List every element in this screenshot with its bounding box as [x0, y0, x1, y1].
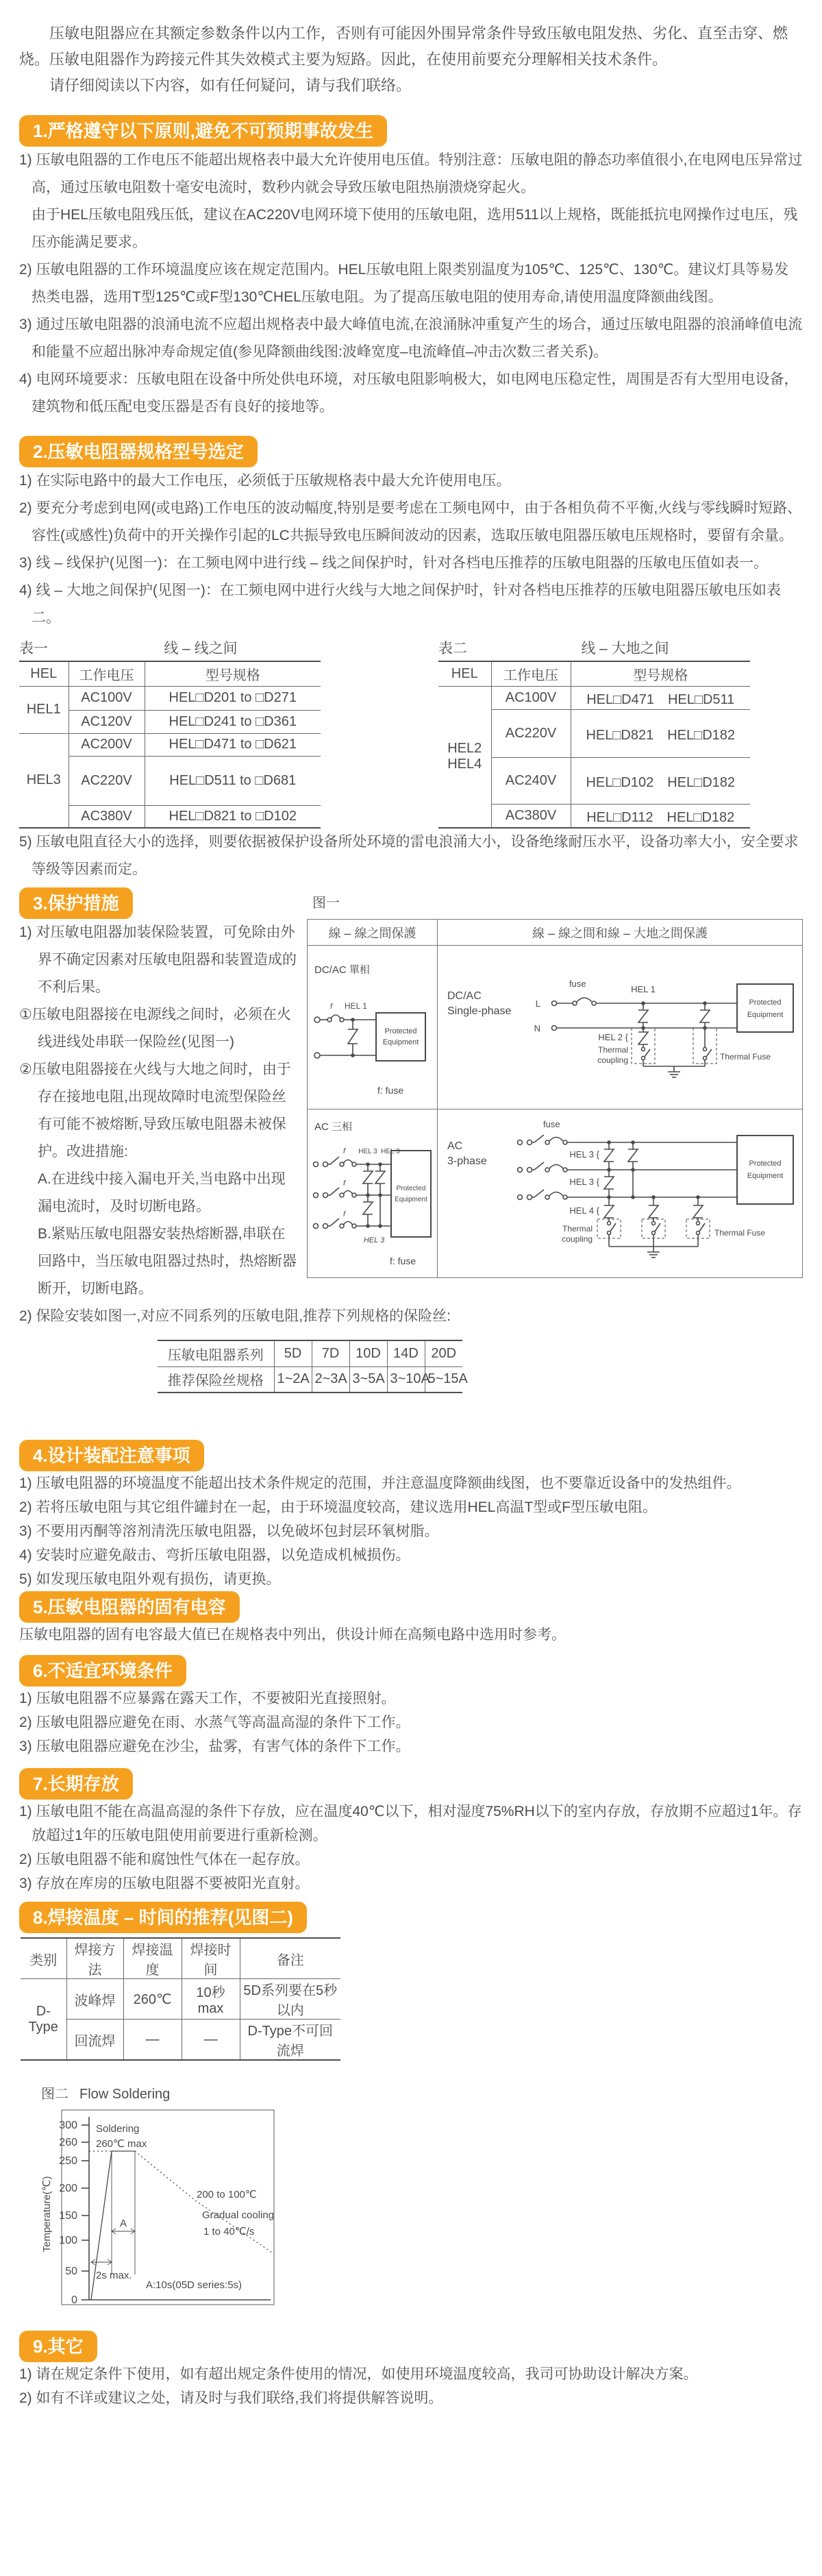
- t1-header-hel: HEL: [19, 661, 68, 686]
- protected-equipment-label: Equipment: [395, 1196, 427, 1203]
- t1-cell: AC100V: [68, 686, 145, 710]
- protected-equipment-label: Equipment: [747, 1172, 784, 1180]
- annotation-cool-rate: 1 to 40℃/s: [203, 2226, 255, 2237]
- s3-item-2: 2) 保险安装如图一,对应不同系列的压敏电阻,推荐下列规格的保险丝:: [19, 1308, 451, 1324]
- tick-label: 50: [65, 2266, 77, 2277]
- s5-text: 压敏电阻器的固有电容最大值已在规格表中列出，供设计师在高频电路中选用时参考。: [19, 1627, 566, 1643]
- solder-h-time: 焊接时间: [182, 1938, 240, 1979]
- s9-item-2: 2) 如有不详或建议之处，请及时与我们联络,我们将提供解答说明。: [19, 2390, 443, 2406]
- figure1-label: 图一: [312, 896, 340, 911]
- protected-equipment-label: Protected: [749, 998, 782, 1007]
- varistor-label: HEL 3: [363, 1236, 385, 1244]
- table-row: [438, 686, 750, 709]
- fuse-series: 14D: [387, 1340, 425, 1366]
- table2-block: [438, 637, 750, 829]
- table-row: [158, 1340, 462, 1366]
- annotation-rise-time: 2s max.: [96, 2270, 132, 2281]
- t2-cell: HEL□D112 HEL□D182: [571, 804, 750, 828]
- circuit-ac3-lineground: [438, 1109, 802, 1278]
- varistor-label: HEL 3 {: [569, 1177, 599, 1187]
- section4-header: 4.设计装配注意事项: [19, 1440, 204, 1471]
- tick-label: 260: [59, 2137, 77, 2148]
- varistor-label: HEL 4 {: [569, 1205, 599, 1216]
- t1-group-hel3: HEL3: [19, 733, 68, 828]
- table-row: [158, 1366, 462, 1393]
- fuse-label: f: [330, 1003, 333, 1011]
- s3-item-1a: ①压敏电阻器接在电源线之间时，必须在火线进线处串联一保险丝(见图一): [19, 1007, 291, 1050]
- fuse-label: fuse: [543, 1119, 560, 1129]
- tick-label: 250: [59, 2155, 77, 2167]
- thermal-coupling-label: Thermal: [562, 1224, 593, 1234]
- t1-cell: AC200V: [68, 733, 145, 756]
- circuit-title: DC/AC: [447, 990, 482, 1002]
- t2-header-hel: HEL: [438, 661, 491, 686]
- figure1-cell-dcac-lineground: [438, 946, 802, 1109]
- fuse-label: f: [343, 1179, 346, 1188]
- t2-header-voltage: 工作电压: [491, 661, 571, 686]
- tick-label: 150: [59, 2210, 77, 2222]
- t1-cell: AC380V: [68, 805, 145, 828]
- s4-item-3: 3) 不要用丙酮等溶剂清洗压敏电阻器，以免破坏包封层环氧树脂。: [19, 1523, 439, 1539]
- protected-equipment-label: Protected: [384, 1027, 417, 1035]
- protected-equipment-label: Equipment: [382, 1038, 419, 1046]
- t2-cell: HEL□D471 HEL□D511: [571, 686, 750, 709]
- figure1-col2-header: 線 – 線之間和線 – 大地之間保護: [438, 920, 802, 946]
- s6-item-2: 2) 压敏电阻器应避免在雨、水蒸气等高温高湿的条件下工作。: [19, 1715, 410, 1730]
- fuse-label: fuse: [569, 979, 586, 989]
- section9-header: 9.其它: [19, 2331, 97, 2362]
- section3-row: [19, 887, 803, 1303]
- s9-item-1: 1) 请在规定条件下使用，如有超出规定条件使用的情况，如使用环境温度较高，我司可协助设计解决方案。: [19, 2366, 698, 2382]
- table-row: [21, 2020, 340, 2061]
- table2-caption: 线 – 大地之间: [581, 641, 669, 657]
- fuse-spec: 1~2A: [274, 1366, 312, 1393]
- protected-equipment-label: Protected: [749, 1160, 782, 1168]
- solder-table: [21, 1937, 340, 2061]
- solder-cat: D-Type: [21, 1979, 66, 2061]
- fuse-series: 5D: [274, 1340, 312, 1366]
- t2-cell: AC380V: [491, 804, 571, 828]
- thermal-fuse-label: Thermal Fuse: [720, 1052, 771, 1062]
- s1-item-4: 4) 电网环境要求：压敏电阻在设备中所处供电环境，对压敏电阻影响极大，如电网电压稳定性，周围是否有大型用电设备，建筑物和低压配电变压器是否有良好的接地等。: [19, 371, 799, 415]
- figure1-cell-dcac-lineline: [308, 946, 438, 1109]
- t2-group-line2: HEL4: [447, 757, 482, 772]
- circuit-title: AC 三相: [314, 1121, 353, 1133]
- protected-equipment-label: Protected: [396, 1185, 426, 1192]
- t2-cell: HEL□D102 HEL□D182: [571, 757, 750, 804]
- s4-item-2: 2) 若将压敏电阻与其它组件罐封在一起，由于环境温度较高，建议选用HEL高温T型或F型压敏电阻。: [19, 1499, 658, 1515]
- table1-block: [19, 637, 321, 829]
- table1-line-line: [19, 661, 321, 829]
- tick-label: 200: [59, 2183, 77, 2194]
- t1-cell: AC120V: [68, 710, 145, 733]
- circuit-title: 3-phase: [447, 1155, 487, 1167]
- table2-line-ground: [438, 661, 750, 829]
- annotation-max-temp: 260℃ max: [96, 2138, 147, 2150]
- circuit-ac3-lineline: [308, 1109, 437, 1278]
- thermal-coupling-label: coupling: [597, 1055, 628, 1065]
- s4-item-5: 5) 如发现压敏电阻外观有损伤，请更换。: [19, 1571, 281, 1587]
- circuit-title: DC/AC 單相: [314, 964, 370, 976]
- varistor-label: HEL 1: [345, 1001, 367, 1011]
- fuse-spec: 2~3A: [312, 1366, 349, 1393]
- varistor-label: HEL 1: [631, 984, 656, 994]
- figure2-label-row: [41, 2084, 803, 2105]
- section1-header: 1.严格遵守以下原则,避免不可预期事故发生: [19, 115, 387, 147]
- t2-cell: AC240V: [491, 757, 571, 804]
- section2-header: 2.压敏电阻器规格型号选定: [19, 436, 258, 467]
- figure1-cell-ac3-lineground: [438, 1109, 802, 1277]
- varistor-label: HEL 3: [358, 1148, 377, 1155]
- fuse-series: 10D: [349, 1340, 387, 1366]
- table-row: [21, 1938, 340, 1979]
- t2-group-hel24: [438, 686, 491, 828]
- t1-header-voltage: 工作电压: [68, 661, 145, 686]
- fuse-row1-label: 压敏电阻器系列: [158, 1340, 274, 1366]
- solder-cell: D-Type不可回流焊: [240, 2020, 340, 2061]
- t1-cell: HEL□D821 to □D102: [145, 805, 321, 828]
- s1-item-3: 3) 通过压敏电阻器的浪涌电流不应超出规格表中最大峰值电流,在浪涌脉冲重复产生的场合，通过压敏电阻器的浪涌峰值电流和能量不应超出脉冲寿命规定值(参见降额曲线图:波峰宽度–电流峰值–冲击次数三者关系)。: [19, 317, 803, 360]
- fuse-series: 7D: [312, 1340, 349, 1366]
- table2-label: 表二: [438, 641, 467, 657]
- s4-item-4: 4) 安装时应避免敲击、弯折压敏电阻器，以免造成机械损伤。: [19, 1547, 410, 1563]
- s1-item-1-sub: 由于HEL压敏电阻残压低，建议在AC220V电网环境下使用的压敏电阻，选用511以上规格，既能抵抗电网操作过电压，残压亦能满足要求。: [32, 207, 798, 250]
- t1-cell: HEL□D511 to □D681: [145, 756, 321, 805]
- varistor-label: HEL 3 {: [569, 1149, 599, 1160]
- solder-cell: —: [182, 2020, 240, 2061]
- fuse-series: 20D: [425, 1340, 462, 1366]
- figure1-cell-ac3-lineline: [308, 1109, 438, 1277]
- table-row: [19, 661, 321, 686]
- annotation-soldering: Soldering: [96, 2123, 140, 2135]
- circuit-dcac-single-lineground: [438, 946, 802, 1109]
- fuse-row2-label: 推荐保险丝规格: [158, 1366, 274, 1393]
- fuse-label: f: [343, 1147, 346, 1155]
- table-row: [21, 1979, 340, 2020]
- s1-item-2: 2) 压敏电阻器的工作环境温度应该在规定范围内。HEL压敏电阻上限类别温度为105℃、125℃、130℃。建议灯具等易发热类电器，选用T型125℃或F型130℃HEL压敏电阻。为了提高压敏电阻的使用寿命,请使用温度降额曲线图。: [19, 262, 789, 305]
- section6-header: 6.不适宜环境条件: [19, 1655, 186, 1686]
- intro-paragraph-1: 压敏电阻器应在其额定参数条件以内工作，否则有可能因外围异常条件导致压敏电阻发热、劣化、直至击穿、燃烧。压敏电阻器作为跨接元件其失效模式主要为短路。因此，在使用前要充分理解相关技术条件。: [19, 25, 788, 68]
- varistor-label: HEL 2 {: [598, 1032, 628, 1042]
- s3-item-1b: ②压敏电阻器接在火线与大地之间时，由于存在接地电阻,出现故障时电流型保险丝有可能不被熔断,导致压敏电阻器未被保护。改进措施:: [19, 1062, 291, 1160]
- tick-label: 100: [59, 2235, 77, 2246]
- s6-item-3: 3) 压敏电阻器应避免在沙尘，盐雾，有害气体的条件下工作。: [19, 1739, 410, 1754]
- annotation-A: A: [119, 2218, 127, 2229]
- s2-item-4: 4) 线 – 大地之间保护(见图一)：在工频电网中进行火线与大地之间保护时，针对各档电压推荐的压敏电阻器压敏电压如表二。: [19, 582, 781, 626]
- t1-group-hel1: HEL1: [19, 686, 68, 733]
- s7-item-1: 1) 压敏电阻不能在高温高湿的条件下存放，应在温度40℃以下，相对湿度75%RH以下的室内存放，存放期不应超过1年。存放超过1年的压敏电阻使用前要进行重新检测。: [19, 1804, 802, 1843]
- figure1: [307, 919, 803, 1278]
- line-N-label: N: [534, 1023, 540, 1033]
- t2-cell: HEL□D821 HEL□D182: [571, 709, 750, 757]
- tick-label: 0: [71, 2294, 77, 2306]
- section3-header: 3.保护措施: [19, 887, 133, 919]
- figure2-label: 图二: [41, 2087, 68, 2102]
- solder-cell: 260℃: [123, 1979, 182, 2020]
- s2-item-2: 2) 要充分考虑到电网(或电路)工作电压的波动幅度,特别是要考虑在工频电网中，由于各相负荷不平衡,火线与零线瞬时短路、容性(或感性)负荷中的开关操作引起的LC共振导致电压瞬间波动的因素，选取压敏电阻器压敏电压规格时，要留有余量。: [19, 500, 802, 543]
- s2-item-3: 3) 线 – 线保护(见图一)：在工频电网中进行线 – 线之间保护时，针对各档电压推荐的压敏电阻器的压敏电压值如表一。: [19, 555, 769, 571]
- figure1-column: [307, 887, 803, 1278]
- fuse-spec: 5~15A: [425, 1366, 462, 1393]
- section5-header: 5.压敏电阻器的固有电容: [19, 1591, 240, 1623]
- thermal-coupling-label: coupling: [562, 1234, 593, 1244]
- protected-equipment-label: Equipment: [747, 1011, 784, 1019]
- t1-cell: HEL□D471 to □D621: [145, 733, 321, 756]
- t2-header-spec: 型号规格: [571, 661, 750, 686]
- table1-caption: 线 – 线之间: [164, 641, 238, 657]
- line-L-label: L: [535, 998, 540, 1009]
- circuit-title: AC: [447, 1140, 463, 1152]
- figure2-title: Flow Soldering: [79, 2087, 171, 2102]
- y-axis-title: Temperature(℃): [41, 2176, 53, 2253]
- fuse-spec-table: [158, 1340, 468, 1393]
- solder-h-cat: 类别: [21, 1938, 66, 1979]
- s2-item-5: 5) 压敏电阻直径大小的选择，则要依据被保护设备所处环境的雷电浪涌大小，设备绝缘耐压水平，设备功率大小，安全要求等级等因素而定。: [19, 834, 799, 877]
- thermal-coupling-label: Thermal: [597, 1045, 628, 1055]
- thermal-fuse-label: Thermal Fuse: [714, 1228, 766, 1238]
- t2-cell: AC220V: [491, 709, 571, 757]
- t2-cell: AC100V: [491, 686, 571, 709]
- s7-item-3: 3) 存放在库房的压敏电阻器不要被阳光直射。: [19, 1876, 310, 1891]
- fuse-spec: 3~10A: [387, 1366, 425, 1393]
- solder-cell: 5D系列要在5秒以内: [240, 1979, 340, 2020]
- circuit-title: Single-phase: [447, 1005, 512, 1017]
- table-row: [19, 686, 321, 710]
- fuse-spec: 3~5A: [349, 1366, 387, 1393]
- tick-label: 300: [59, 2120, 77, 2131]
- s6-item-1: 1) 压敏电阻器不应暴露在露天工作，不要被阳光直接照射。: [19, 1691, 396, 1706]
- solder-h-note: 备注: [240, 1938, 340, 1979]
- s7-item-2: 2) 压敏电阻器不能和腐蚀性气体在一起存放。: [19, 1852, 310, 1867]
- s3-item-1: 1) 对压敏电阻器加装保险装置，可免除由外界不确定因素对压敏电阻器和装置造成的不利后果。: [19, 924, 297, 995]
- section8-header: 8.焊接温度 – 时间的推荐(见图二): [19, 1902, 307, 1933]
- solder-h-temp: 焊接温度: [123, 1938, 182, 1979]
- t1-cell: HEL□D201 to □D271: [145, 686, 321, 710]
- fuse-note: f: fuse: [377, 1085, 404, 1096]
- intro-paragraph-2: 请仔细阅读以下内容，如有任何疑问，请与我们联络。: [49, 77, 412, 94]
- annotation-cool-range: 200 to 100℃: [197, 2189, 257, 2200]
- table1-label: 表一: [19, 641, 48, 657]
- solder-cell: 10秒 max: [182, 1979, 240, 2020]
- t1-header-spec: 型号规格: [145, 661, 321, 686]
- t1-cell: AC220V: [68, 756, 145, 805]
- s3-item-A: A.在进线中接入漏电开关,当电路中出现漏电流时，及时切断电路。: [38, 1171, 286, 1214]
- tables-row: [19, 637, 803, 829]
- flow-soldering-chart: [38, 2105, 284, 2310]
- solder-h-method: 焊接方法: [66, 1938, 123, 1979]
- section7-header: 7.长期存放: [19, 1768, 133, 1800]
- t2-group-line1: HEL2: [447, 741, 482, 757]
- figure2-chart: [38, 2105, 803, 2314]
- fuse-note: f: fuse: [390, 1255, 416, 1266]
- s1-item-1: 1) 压敏电阻器的工作电压不能超出规格表中最大允许使用电压值。特别注意：压敏电阻的静态功率值很小,在电网电压异常过高，通过压敏电阻数十毫安电流时，数秒内就会导致压敏电阻热崩溃烧穿起火。: [19, 152, 803, 195]
- solder-cell: 波峰焊: [66, 1979, 123, 2020]
- varistor-label: HEL 3: [381, 1148, 400, 1155]
- t1-cell: HEL□D241 to □D361: [145, 710, 321, 733]
- annotation-hold-time: A:10s(05D series:5s): [146, 2279, 242, 2291]
- annotation-cool-label: Gradual cooling: [202, 2209, 275, 2221]
- circuit-dcac-single-lineline: [308, 946, 437, 1109]
- section3-text-column: [19, 887, 297, 1303]
- fuse-label: f: [343, 1210, 346, 1218]
- solder-cell: —: [123, 2020, 182, 2061]
- figure1-col1-header: 線 – 線之間保護: [308, 920, 438, 946]
- table-row: [438, 661, 750, 686]
- table-row: [19, 733, 321, 756]
- s4-item-1: 1) 压敏电阻器的环境温度不能超出技术条件规定的范围，并注意温度降额曲线图，也不要靠近设备中的发热组件。: [19, 1475, 741, 1491]
- s2-item-1: 1) 在实际电路中的最大工作电压，必须低于压敏规格表中最大允许使用电压。: [19, 473, 511, 489]
- solder-cell: 回流焊: [66, 2020, 123, 2061]
- s3-item-B: B.紧贴压敏电阻器安装热熔断器,串联在回路中，当压敏电阻器过热时，热熔断器断开，切断电路。: [38, 1226, 297, 1297]
